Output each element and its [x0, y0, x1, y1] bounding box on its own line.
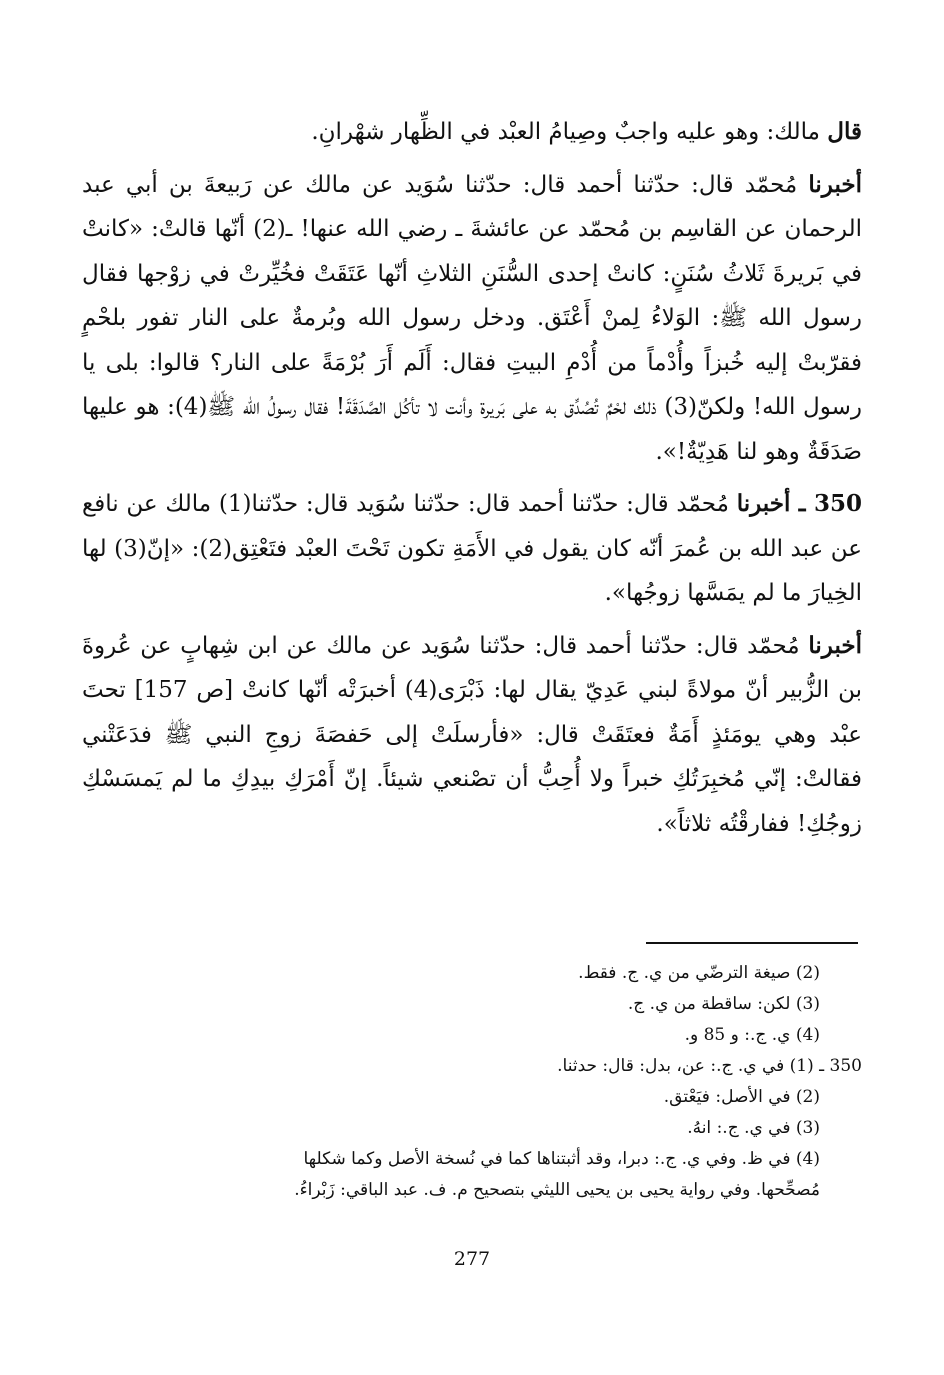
- page-number: 277: [453, 1248, 491, 1270]
- paragraph-lead: أخبرنا: [808, 170, 862, 198]
- paragraph-4: [82, 624, 862, 847]
- footnote: 350 ـ (1) في ي. ج.: عن، بدل: قال: حدثنا.: [557, 1056, 862, 1076]
- paragraph-text: مُحمّد قال: حدّثنا أحمد قال: حدّثنا سُوَيد عن مالك عن رَبيعةَ بن أبي عبد الرحمان عن القاسِم بن مُحمّد عن عائشةَ ـ رضي الله عنها! ـ(2) أنّها قالتْ: «كانتْ في بَريرةَ ثَلاثُ سُنَنٍ: كانتْ إحدى السُّنَنِ الثلاثِ أنّها عَتَقَتْ فخُيِّرتْ في زوْجها فقال رسول الله ﷺ: الوَلاءُ لِمنْ أَعْتَق. ودخل رسول الله وبُرمةٌ على النار تفور بلحْمٍ فقرّبتْ إليه خُبزاً وأُدْماً من أُدْمِ البيتِ فقال: أَلَم أَرَ بُرْمَةً على النار؟ قالوا: بلى يا رسول الله! ولكنّ(3) ذلك لحْمٌ تُصُدِّق به على بَريرة وأنت لا تأكُل الصَّدَقَةَ! فقال رسولُ الله ﷺ(4): هو عليها صَدَقَةٌ وهو لنا هَدِيّةٌ!».: [82, 171, 862, 465]
- paragraph-3: [82, 482, 862, 616]
- main-text: [82, 110, 862, 854]
- footnote: (4) في ظ. وفي ي. ج.: دبرا، وقد أثبتناها كما في نُسخة الأصل وكما شكلها: [303, 1149, 820, 1169]
- paragraph-text: مُحمّد قال: حدّثنا أحمد قال: حدّثنا سُوَيد عن مالك عن ابن شِهابٍ عن عُروةَ بن الزُّبير أنّ مولاةً لبني عَدِيّ يقال لها: ذَبْرَى(4) أخبرَتْه أنّها كانتْ [ص 157] تحتَ عبْد وهي يومَئذٍ أَمَةٌ فعتَقَتْ قال: «فأرسلَتْ إلى حَفصَةَ زوجِ النبي ﷺ فدَعَتْني فقالتْ: إنّي مُخبِرَتُكِ خبراً ولا أُحِبُّ أن تصْنعي شيئاً. إنّ أَمْرَكِ بيدِكِ ما لم يَمسَسْكِ زوجُكِ! ففارقْتُه ثلاثاً».: [82, 632, 862, 837]
- footnote-continuation: مُصحِّحها. وفي رواية يحيى بن يحيى الليثي بتصحيح م. ف. عبد الباقي: زَبْراءُ.: [294, 1180, 820, 1200]
- footnote: (3) لكن: ساقطة من ي. ج.: [627, 994, 820, 1014]
- footnote: (4) ي. ج.: و 85 و.: [684, 1025, 820, 1045]
- paragraph-2: [82, 163, 862, 475]
- footnote: (2) في الأصل: فيَعْتق.: [663, 1087, 820, 1107]
- paragraph-lead: قال: [827, 118, 862, 145]
- paragraph-lead: أخبرنا: [808, 631, 862, 659]
- footnote: (3) في ي. ج.: انهُ.: [687, 1118, 820, 1138]
- paragraph-text: مالك: وهو عليه واجبٌ وصِيامُ العبْد في الظِّهار شهْرانِ.: [311, 119, 828, 145]
- footnotes: [82, 958, 862, 1206]
- paragraph-lead: 350 ـ أخبرنا: [736, 490, 862, 517]
- paragraph-text: مُحمّد قال: حدّثنا أحمد قال: حدّثنا سُوَيد قال: حدّثنا(1) مالك عن نافع عن عبد الله بن عُمرَ أنّه كان يقول في الأَمَةِ تكون تَحْتَ العبْد فتَعْتِق(2): «إنّ(3) لها الخِيارَ ما لم يمَسَّها زوجُها».: [82, 491, 862, 606]
- footnote: (2) صيغة الترضّي من ي. ج. فقط.: [578, 963, 820, 983]
- paragraph-1: [82, 110, 862, 155]
- footnote-separator: [646, 942, 858, 944]
